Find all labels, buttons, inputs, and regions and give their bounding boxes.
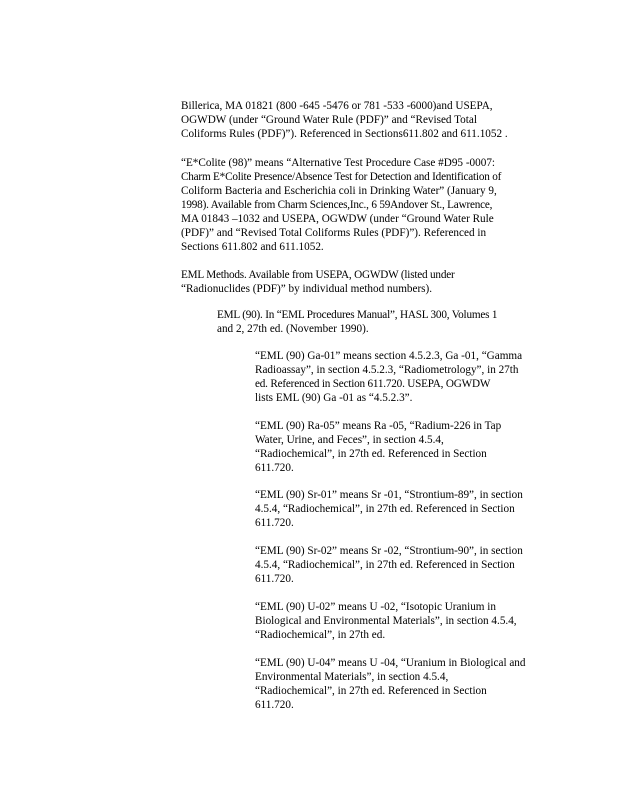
text-line: and 2, 27th ed. (November 1990). [217, 323, 369, 335]
text-line: 611.720. [255, 573, 294, 585]
text-line: “Radiochemical”, in 27th ed. Referenced in Section [255, 685, 487, 697]
paragraph-eml-methods [181, 268, 494, 296]
text-line: “EML (90) U-02” means U -02, “Isotopic Uranium in [255, 601, 496, 613]
text-line: “Radiochemical”, in 27th ed. [255, 629, 386, 641]
text-line: 1998). Available from Charm Sciences,Inc., 6 59Andover St., Lawrence, [181, 199, 493, 211]
paragraph-eml-sr01 [255, 488, 542, 530]
text-line: Biological and Environmental Materials”, in section 4.5.4, [255, 615, 517, 627]
text-line: “EML (90) Ga-01” means section 4.5.2.3, Ga -01, “Gamma [255, 350, 523, 362]
text-line: “EML (90) U-04” means U -04, “Uranium in Biological and [255, 657, 526, 669]
text-line: EML Methods. Available from USEPA, OGWDW (listed under [181, 269, 455, 281]
text-line: Coliforms Rules (PDF)”). Referenced in Sections611.802 and 611.1052 . [181, 128, 508, 140]
text-line: Billerica, MA 01821 (800 -645 -5476 or 781 -533 -6000)and USEPA, [181, 100, 493, 112]
paragraph-eml-sr02 [255, 544, 542, 586]
text-line: ed. Referenced in Section 611.720. USEPA, OGWDW [255, 378, 491, 390]
paragraph-eml-ga01 [255, 349, 542, 405]
text-line: 611.720. [255, 517, 294, 529]
text-line: 611.720. [255, 699, 294, 711]
text-line: “Radionuclides (PDF)” by individual method numbers). [181, 283, 433, 295]
text-line: Charm E*Colite Presence/Absence Test for Detection and Identification of [181, 171, 502, 183]
text-line: OGWDW (under “Ground Water Rule (PDF)” and “Revised Total [181, 114, 477, 126]
text-line: “E*Colite (98)” means “Alternative Test Procedure Case #D95 -0007: [181, 157, 496, 169]
text-line: Water, Urine, and Feces”, in section 4.5.4, [255, 434, 444, 446]
text-line: “EML (90) Ra-05” means Ra -05, “Radium-226 in Tap [255, 420, 502, 432]
text-line: “EML (90) Sr-02” means Sr -02, “Strontium-90”, in section [255, 545, 523, 557]
text-line: EML (90). In “EML Procedures Manual”, HASL 300, Volumes 1 [217, 309, 498, 321]
text-line: “Radiochemical”, in 27th ed. Referenced in Section [255, 448, 487, 460]
paragraph-eml-90 [217, 308, 539, 336]
text-line: MA 01843 –1032 and USEPA, OGWDW (under “Ground Water Rule [181, 213, 494, 225]
paragraph-eml-u04 [255, 656, 542, 712]
paragraph-eml-ra05 [255, 419, 542, 475]
text-line: Radioassay”, in section 4.5.2.3, “Radiometrology”, in 27th [255, 364, 519, 376]
text-line: 4.5.4, “Radiochemical”, in 27th ed. Referenced in Section [255, 559, 515, 571]
text-line: 4.5.4, “Radiochemical”, in 27th ed. Referenced in Section [255, 503, 515, 515]
paragraph-eml-u02 [255, 600, 542, 642]
text-line: 611.720. [255, 462, 294, 474]
paragraph-charm-address [181, 99, 541, 141]
text-line: Coliform Bacteria and Escherichia coli in Drinking Water” (January 9, [181, 185, 497, 197]
text-line: Environmental Materials”, in section 4.5.4, [255, 671, 449, 683]
paragraph-ecolite-definition [181, 156, 544, 254]
text-line: lists EML (90) Ga -01 as “4.5.2.3”. [255, 392, 413, 404]
text-line: (PDF)” and “Revised Total Coliforms Rules (PDF)”). Referenced in [181, 227, 487, 239]
text-line: “EML (90) Sr-01” means Sr -01, “Strontium-89”, in section [255, 489, 523, 501]
text-line: Sections 611.802 and 611.1052. [181, 241, 324, 253]
